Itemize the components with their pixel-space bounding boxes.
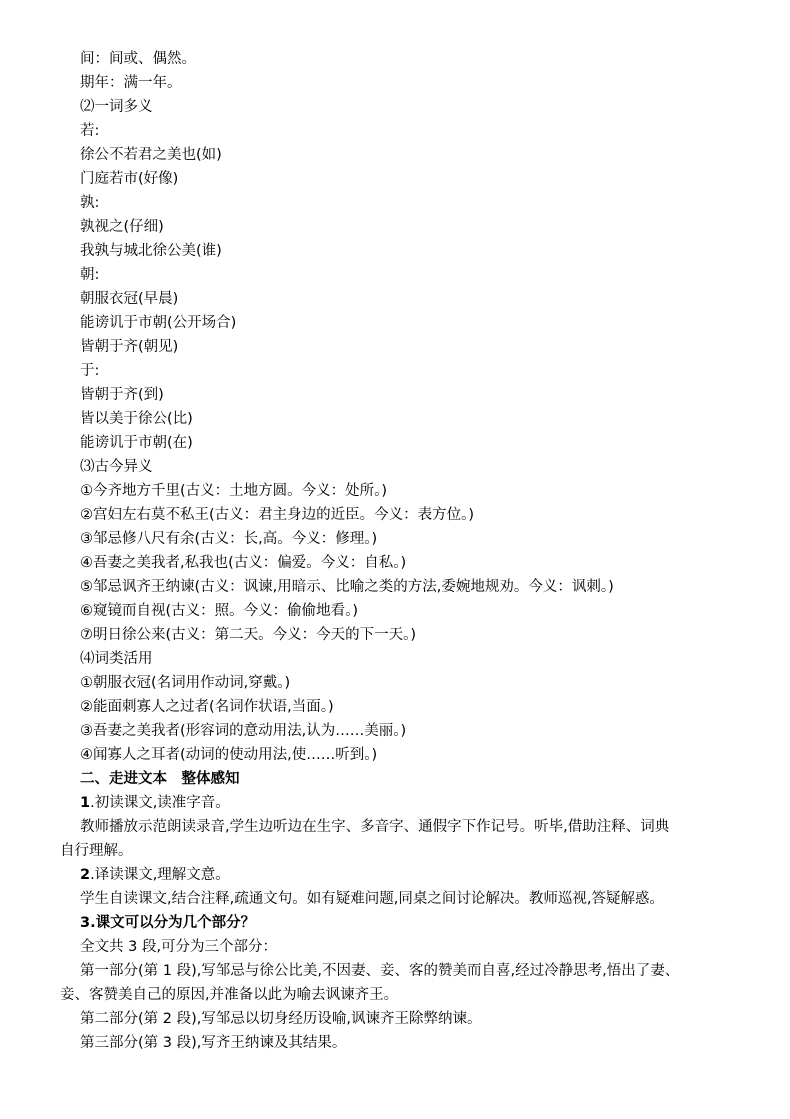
item-title-text: .初读课文,读准字音。 bbox=[90, 795, 230, 811]
item-number: 2 bbox=[80, 867, 91, 883]
item-title bbox=[80, 863, 730, 887]
subheading: ⑷词类活用 bbox=[80, 651, 153, 667]
item-title bbox=[80, 791, 730, 815]
paragraph-line: 第二部分(第 2 段),写邹忌以切身经历设喻,讽谏齐王除弊纳谏。 bbox=[80, 1011, 482, 1027]
paragraph-line: 自行理解。 bbox=[60, 843, 133, 859]
paragraph-line: 学生自读课文,结合注释,疏通文句。如有疑难问题,同桌之间讨论解决。教师巡视,答疑解惑。 bbox=[80, 891, 664, 907]
text-line: ④闻寡人之耳者(动词的使动用法,使……听到。) bbox=[80, 747, 378, 763]
text-line: 期年：满一年。 bbox=[80, 75, 182, 91]
text-line: 皆以美于徐公(比) bbox=[80, 411, 193, 427]
item-number: 3 bbox=[80, 915, 91, 931]
section-heading: 二、走进文本 整体感知 bbox=[80, 771, 240, 787]
text-line: 若: bbox=[80, 123, 100, 139]
text-line: ②能面刺寡人之过者(名词作状语,当面。) bbox=[80, 699, 334, 715]
subheading: ⑶古今异义 bbox=[80, 459, 153, 475]
paragraph-line: 第三部分(第 3 段),写齐王纳谏及其结果。 bbox=[80, 1035, 347, 1051]
paragraph-line: 第一部分(第 1 段),写邹忌与徐公比美,不因妻、妾、客的赞美而自喜,经过冷静思考,悟出了妻、 bbox=[80, 963, 680, 979]
item-title-text: .课文可以分为几个部分？ bbox=[90, 915, 256, 931]
text-line: 皆朝于齐(到) bbox=[80, 387, 164, 403]
text-line: 朝: bbox=[80, 267, 100, 283]
text-line: ②宫妇左右莫不私王(古义：君主身边的近臣。今义：表方位。) bbox=[80, 507, 475, 523]
paragraph-line: 妾、客赞美自己的原因,并准备以此为喻去讽谏齐王。 bbox=[60, 987, 399, 1003]
text-line: ①朝服衣冠(名词用作动词,穿戴。) bbox=[80, 675, 291, 691]
text-line: ③吾妻之美我者(形容词的意动用法,认为……美丽。) bbox=[80, 723, 407, 739]
text-line: 于: bbox=[80, 363, 100, 379]
text-line: 朝服衣冠(早晨) bbox=[80, 291, 179, 307]
document-body bbox=[60, 47, 730, 1055]
paragraph-line: 教师播放示范朗读录音,学生边听边在生字、多音字、通假字下作记号。听毕,借助注释、词典 bbox=[80, 819, 670, 835]
text-line: ⑦明日徐公来(古义：第二天。今义：今天的下一天。) bbox=[80, 627, 417, 643]
text-line: 我孰与城北徐公美(谁) bbox=[80, 243, 222, 259]
text-line: ⑥窥镜而自视(古义：照。今义：偷偷地看。) bbox=[80, 603, 359, 619]
text-line: 孰: bbox=[80, 195, 100, 211]
text-line: 皆朝于齐(朝见) bbox=[80, 339, 179, 355]
text-line: 徐公不若君之美也(如) bbox=[80, 147, 222, 163]
text-line: 孰视之(仔细) bbox=[80, 219, 164, 235]
text-line: 间：间或、偶然。 bbox=[80, 51, 196, 67]
item-number: 1 bbox=[80, 795, 91, 811]
text-line: ①今齐地方千里(古义：土地方圆。今义：处所。) bbox=[80, 483, 388, 499]
text-line: ③邹忌修八尺有余(古义：长,高。今义：修理。) bbox=[80, 531, 378, 547]
text-line: 能谤讥于市朝(在) bbox=[80, 435, 193, 451]
item-title-text: .译读课文,理解文意。 bbox=[90, 867, 230, 883]
subheading: ⑵一词多义 bbox=[80, 99, 153, 115]
text-line: ④吾妻之美我者,私我也(古义：偏爱。今义：自私。) bbox=[80, 555, 407, 571]
text-line: 能谤讥于市朝(公开场合) bbox=[80, 315, 237, 331]
item-title bbox=[80, 911, 730, 935]
text-line: ⑤邹忌讽齐王纳谏(古义：讽谏,用暗示、比喻之类的方法,委婉地规劝。今义：讽刺。) bbox=[80, 579, 614, 595]
paragraph-line: 全文共 3 段,可分为三个部分： bbox=[80, 939, 278, 955]
text-line: 门庭若市(好像) bbox=[80, 171, 179, 187]
